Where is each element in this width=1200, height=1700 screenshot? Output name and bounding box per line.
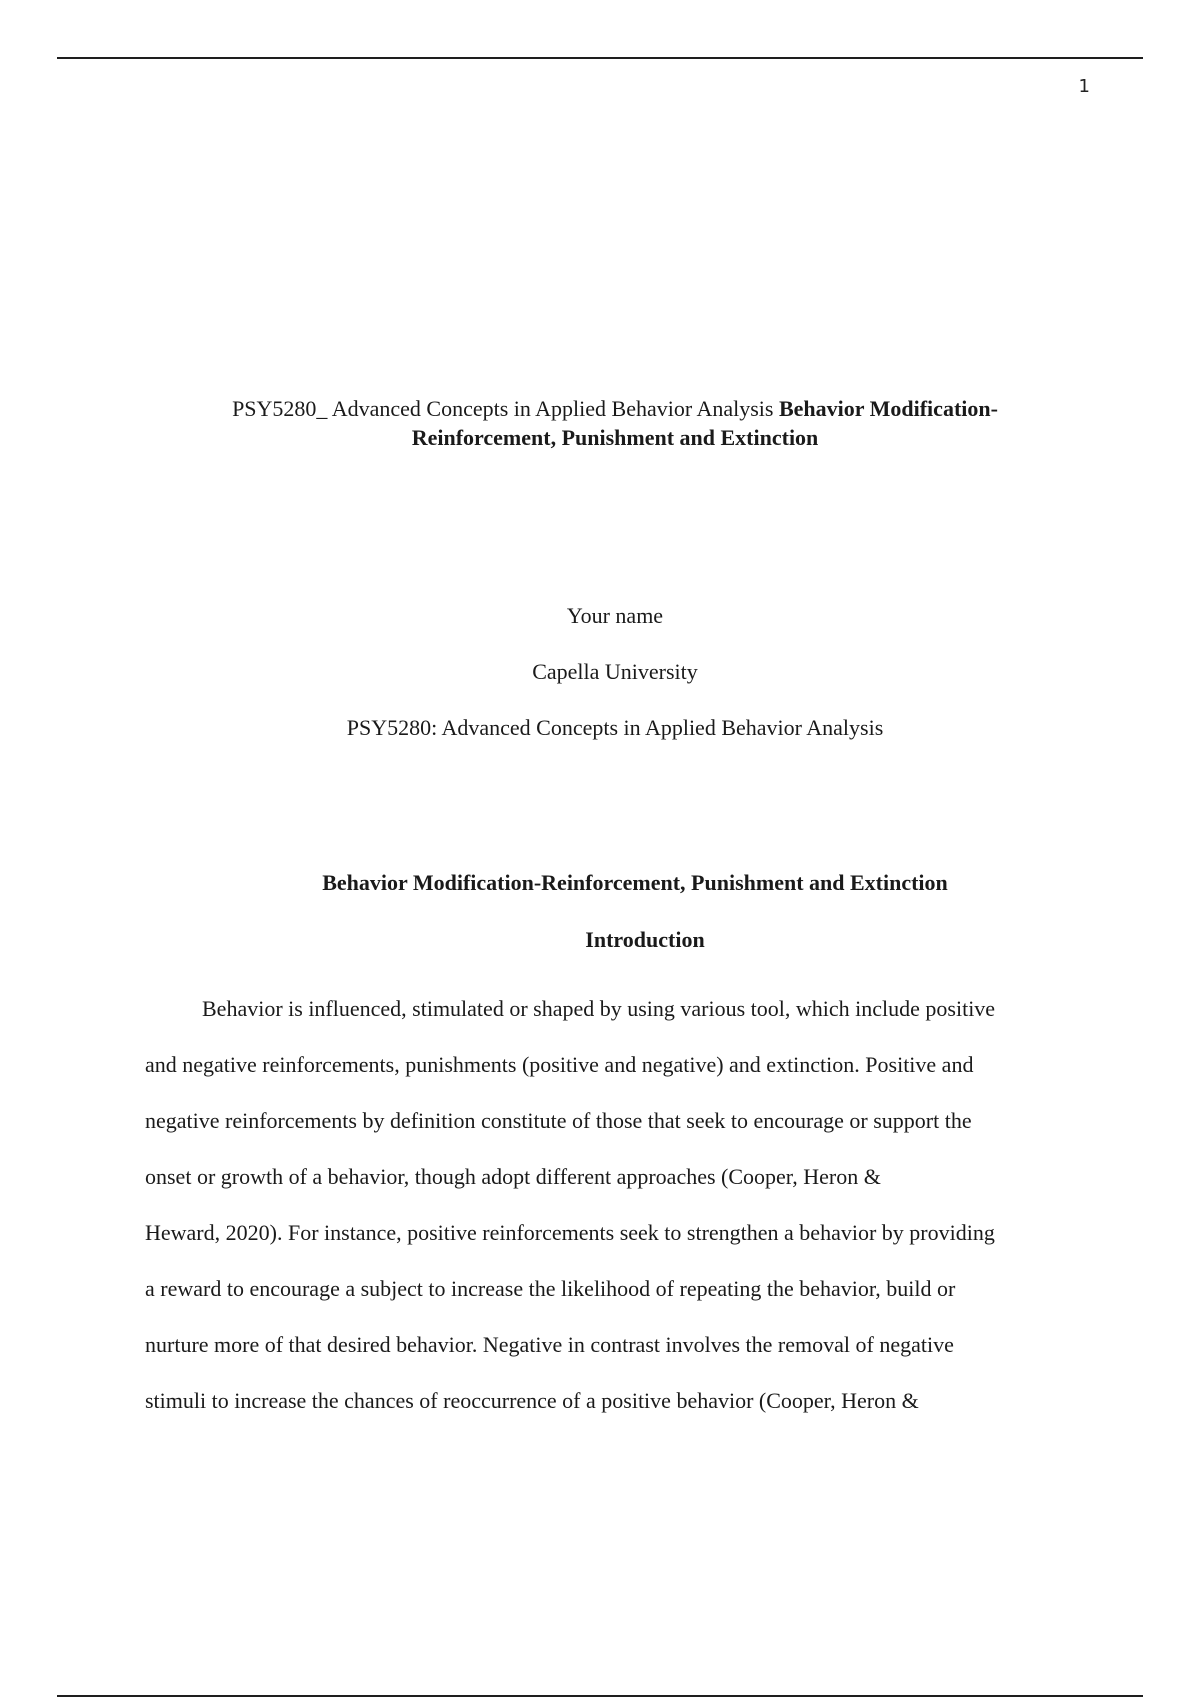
page-number: 1 bbox=[1078, 76, 1090, 97]
paper-title bbox=[120, 394, 1110, 452]
institution-name: Capella University bbox=[532, 659, 698, 684]
main-heading: Behavior Modification-Reinforcement, Punishment and Extinction bbox=[322, 870, 948, 895]
course-name: PSY5280: Advanced Concepts in Applied Behavior Analysis bbox=[346, 715, 884, 740]
paragraph-line: Heward, 2020). For instance, positive reinforcements seek to strengthen a behavior by providing bbox=[145, 1220, 995, 1245]
paragraph-line: a reward to encourage a subject to increase the likelihood of repeating the behavior, build or bbox=[145, 1276, 956, 1301]
section-heading-introduction: Introduction bbox=[585, 927, 705, 952]
bottom-page-rule bbox=[57, 1695, 1143, 1697]
paragraph-line: nurture more of that desired behavior. Negative in contrast involves the removal of negative bbox=[145, 1332, 954, 1357]
author-block bbox=[120, 588, 1110, 756]
paragraph-line: negative reinforcements by definition constitute of those that seek to encourage or support the bbox=[145, 1108, 972, 1133]
title-bold-text-line2: Reinforcement, Punishment and Extinction bbox=[411, 425, 819, 450]
title-course-text: PSY5280_ Advanced Concepts in Applied Behavior Analysis bbox=[232, 396, 779, 421]
author-name: Your name bbox=[566, 603, 664, 628]
paragraph-line: onset or growth of a behavior, though adopt different approaches (Cooper, Heron & bbox=[145, 1164, 881, 1189]
title-bold-text: Behavior Modification- bbox=[778, 396, 998, 421]
body-paragraph bbox=[145, 981, 1090, 1429]
paragraph-line: and negative reinforcements, punishments (positive and negative) and extinction. Positive and bbox=[145, 1052, 974, 1077]
paragraph-line: stimuli to increase the chances of reoccurrence of a positive behavior (Cooper, Heron & bbox=[145, 1388, 919, 1413]
paragraph-line: Behavior is influenced, stimulated or shaped by using various tool, which include positive bbox=[202, 996, 996, 1021]
top-page-rule bbox=[57, 57, 1143, 59]
